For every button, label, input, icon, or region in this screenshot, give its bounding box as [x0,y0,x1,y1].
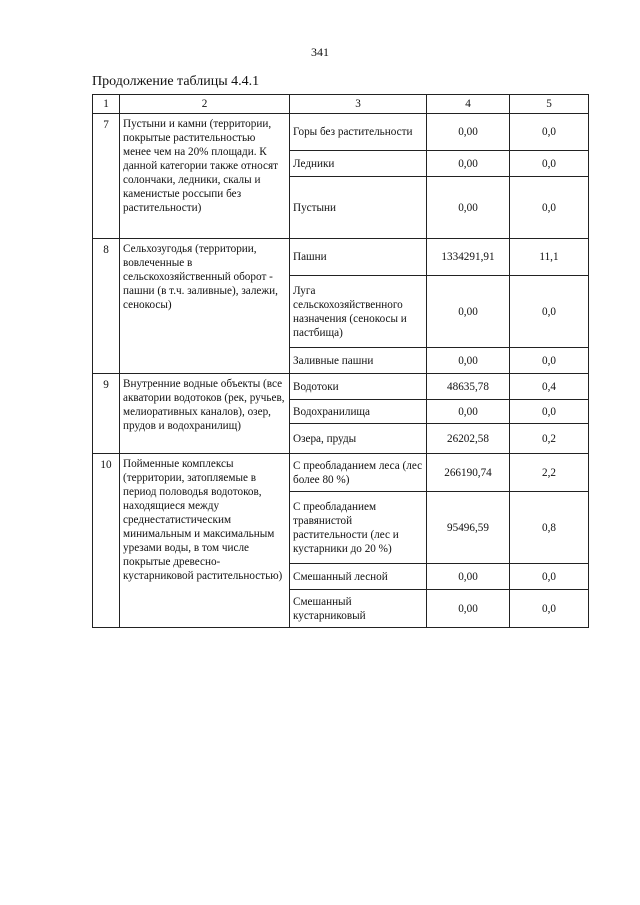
header-cell: 3 [290,95,427,114]
percent-value: 0,4 [510,374,589,400]
header-cell: 2 [120,95,290,114]
row-number: 7 [93,114,120,239]
area-value: 0,00 [427,348,510,374]
row-number: 9 [93,374,120,454]
header-cell: 4 [427,95,510,114]
area-value: 0,00 [427,151,510,177]
percent-value: 0,2 [510,424,589,454]
area-value: 0,00 [427,590,510,628]
table-row [93,454,589,492]
row-number: 10 [93,454,120,628]
subcategory-name: Горы без растительности [290,114,427,151]
header-cell: 1 [93,95,120,114]
land-cover-table [92,94,589,628]
percent-value: 0,0 [510,276,589,348]
table-row [93,374,589,400]
percent-value: 0,0 [510,590,589,628]
area-value: 1334291,91 [427,239,510,276]
page-number: 341 [311,45,329,59]
subcategory-name: Озера, пруды [290,424,427,454]
category-description: Внутренние водные объекты (все акватории водотоков (рек, ручьев, мелиоративных каналов), озер, прудов и водохранилищ) [120,374,290,454]
subcategory-name: Луга сельскохозяйственного назначения (сенокосы и пастбища) [290,276,427,348]
subcategory-name: Смешанный лесной [290,564,427,590]
percent-value: 0,0 [510,114,589,151]
area-value: 0,00 [427,177,510,239]
row-number: 8 [93,239,120,374]
area-value: 26202,58 [427,424,510,454]
percent-value: 0,0 [510,348,589,374]
header-cell: 5 [510,95,589,114]
subcategory-name: Пустыни [290,177,427,239]
subcategory-name: Пашни [290,239,427,276]
percent-value: 0,0 [510,177,589,239]
area-value: 266190,74 [427,454,510,492]
subcategory-name: Ледники [290,151,427,177]
subcategory-name: Смешанный кустарниковый [290,590,427,628]
area-value: 0,00 [427,114,510,151]
area-value: 95496,59 [427,492,510,564]
subcategory-name: Водохранилища [290,400,427,424]
area-value: 0,00 [427,564,510,590]
percent-value: 0,0 [510,400,589,424]
category-description: Пойменные комплексы (территории, затопляемые в период половодья водотоков, находящиеся между среднестатистическим минимальным и максимальным урезами воды, в том числе покрытые древесно-кустарниковой растительностью) [120,454,290,628]
subcategory-name: Водотоки [290,374,427,400]
subcategory-name: Заливные пашни [290,348,427,374]
area-value: 0,00 [427,276,510,348]
table-row [93,114,589,151]
percent-value: 11,1 [510,239,589,276]
percent-value: 2,2 [510,454,589,492]
percent-value: 0,0 [510,564,589,590]
percent-value: 0,0 [510,151,589,177]
subcategory-name: С преобладанием леса (лес более 80 %) [290,454,427,492]
table-header-row [93,95,589,114]
percent-value: 0,8 [510,492,589,564]
category-description: Сельхозугодья (территории, вовлеченные в сельскохозяйственный оборот - пашни (в т.ч. заливные), залежи, сенокосы) [120,239,290,374]
table-caption: Продолжение таблицы 4.4.1 [92,74,260,89]
table-row [93,239,589,276]
area-value: 0,00 [427,400,510,424]
area-value: 48635,78 [427,374,510,400]
subcategory-name: С преобладанием травянистой растительности (лес и кустарники до 20 %) [290,492,427,564]
category-description: Пустыни и камни (территории, покрытые растительностью менее чем на 20% площади. К данной категории также относят солончаки, ледники, скалы и каменистые россыпи без растительности) [120,114,290,239]
